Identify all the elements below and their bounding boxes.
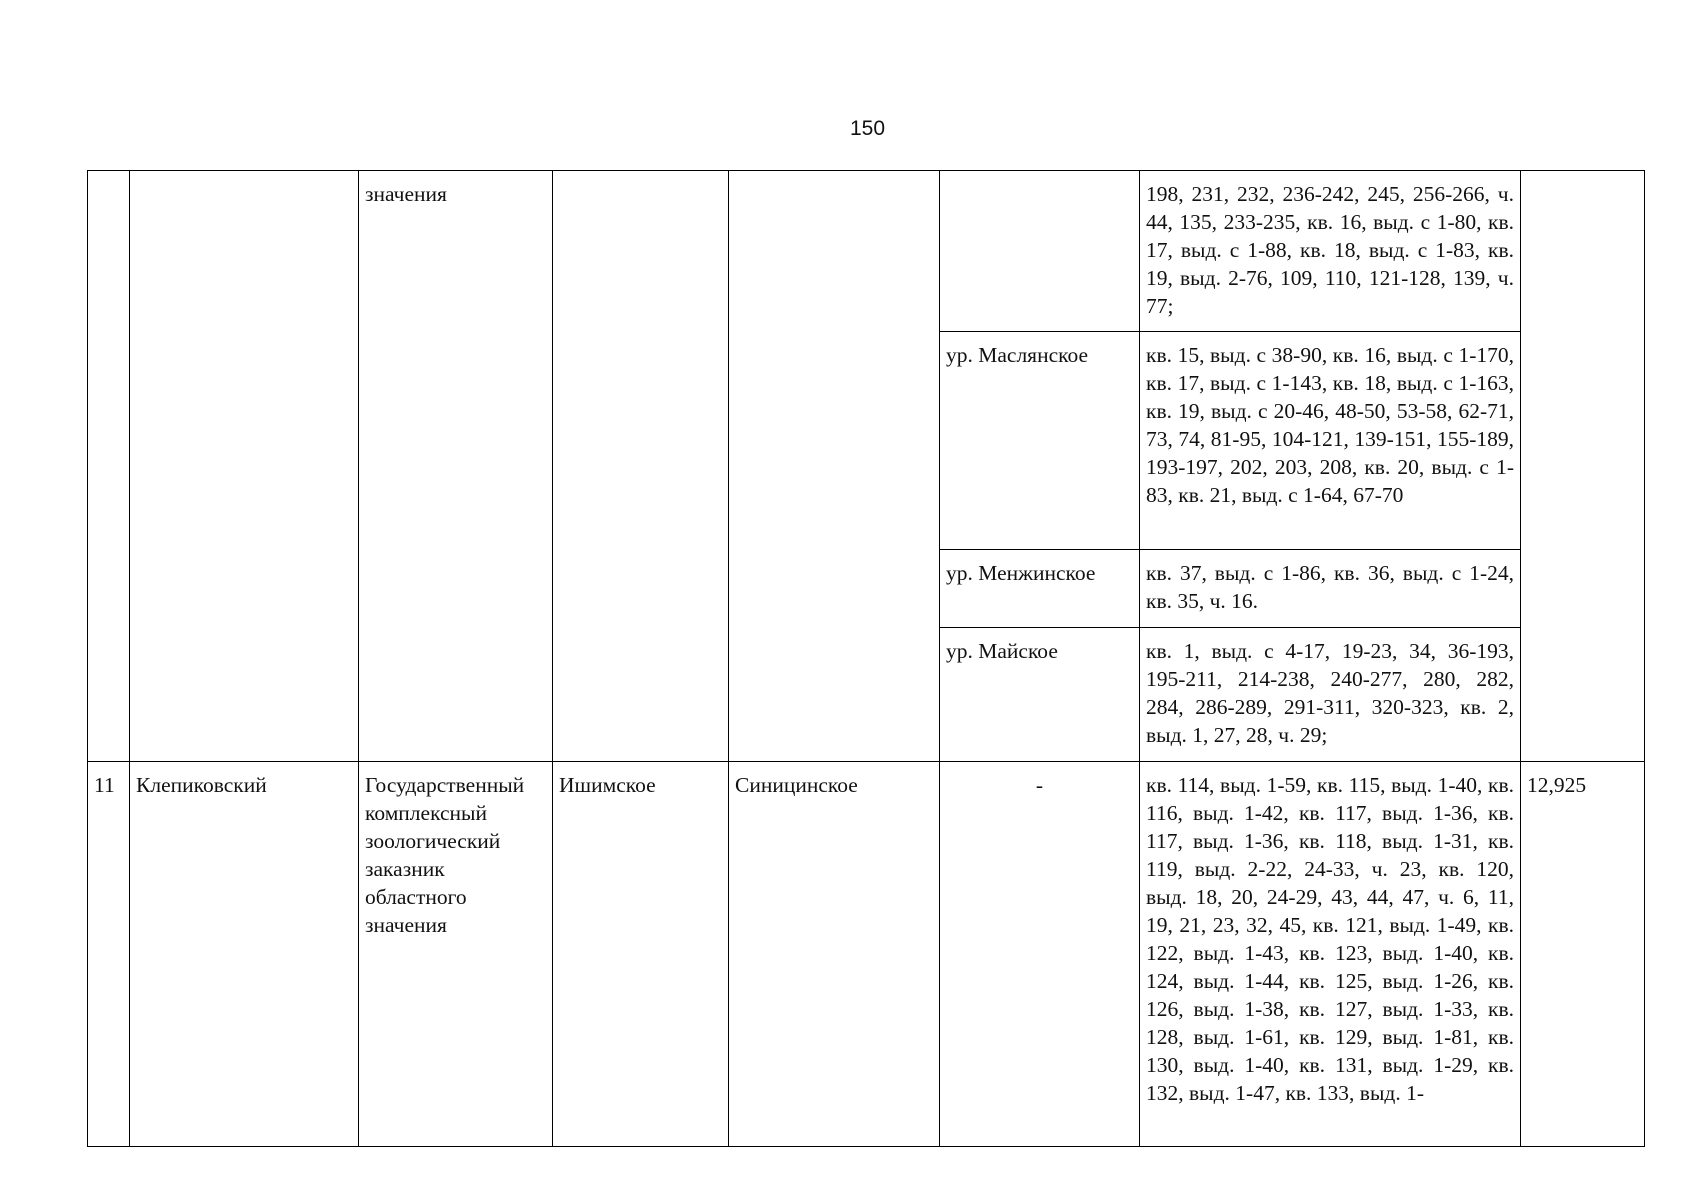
type-line: областного bbox=[365, 885, 467, 909]
cell-quarters: кв. 1, выд. с 4-17, 19-23, 34, 36-193, 195-211, 214-238, 240-277, 280, 282, 284, 286-289, 291-311, 320-323, кв. 2, выд. 1, 27, 28, ч. 29; bbox=[1140, 628, 1521, 762]
cell-type bbox=[359, 762, 553, 1147]
cell-subforestry bbox=[729, 171, 940, 762]
cell-type: значения bbox=[359, 171, 553, 762]
cell-district bbox=[130, 171, 359, 762]
cell-district: Клепиковский bbox=[130, 762, 359, 1147]
cell-quarters: 198, 231, 232, 236-242, 245, 256-266, ч. 44, 135, 233-235, кв. 16, выд. с 1-80, кв. 17, выд. с 1-88, кв. 18, выд. с 1-83, кв. 19, выд. 2-76, 109, 110, 121-128, 139, ч. 77; bbox=[1140, 171, 1521, 332]
type-line: Государственный bbox=[365, 773, 525, 797]
type-line: зоологический bbox=[365, 829, 501, 853]
cell-num: 11 bbox=[88, 762, 130, 1147]
type-line: заказник bbox=[365, 857, 445, 881]
reserve-table bbox=[87, 170, 1645, 1147]
cell-locality: - bbox=[940, 762, 1140, 1147]
cell-quarters: кв. 37, выд. с 1-86, кв. 36, выд. с 1-24, кв. 35, ч. 16. bbox=[1140, 550, 1521, 628]
type-line: значения bbox=[365, 913, 447, 937]
cell-locality bbox=[940, 171, 1140, 332]
cell-locality: ур. Майское bbox=[940, 628, 1140, 762]
cell-num bbox=[88, 171, 130, 762]
cell-quarters: кв. 114, выд. 1-59, кв. 115, выд. 1-40, кв. 116, выд. 1-42, кв. 117, выд. 1-36, кв. 117, выд. 1-36, кв. 118, выд. 1-31, кв. 119, выд. 2-22, 24-33, ч. 23, кв. 120, выд. 18, 20, 24-29, 43, 44, 47, ч. 6, 11, 19, 21, 23, 32, 45, кв. 121, выд. 1-49, кв. 122, выд. 1-43, кв. 123, выд. 1-40, кв. 124, выд. 1-44, кв. 125, выд. 1-26, кв. 126, выд. 1-38, кв. 127, выд. 1-33, кв. 128, выд. 1-61, кв. 129, выд. 1-81, кв. 130, выд. 1-40, кв. 131, выд. 1-29, кв. 132, выд. 1-47, кв. 133, выд. 1- bbox=[1140, 762, 1521, 1147]
type-line: комплексный bbox=[365, 801, 487, 825]
page-number: 150 bbox=[849, 117, 886, 140]
cell-forestry: Ишимское bbox=[553, 762, 729, 1147]
cell-area: 12,925 bbox=[1521, 762, 1645, 1147]
cell-area bbox=[1521, 171, 1645, 762]
cell-subforestry: Синицинское bbox=[729, 762, 940, 1147]
table-row bbox=[88, 171, 1645, 332]
cell-quarters: кв. 15, выд. с 38-90, кв. 16, выд. с 1-170, кв. 17, выд. с 1-143, кв. 18, выд. с 1-163, кв. 19, выд. с 20-46, 48-50, 53-58, 62-71, 73, 74, 81-95, 104-121, 139-151, 155-189, 193-197, 202, 203, 208, кв. 20, выд. с 1-83, кв. 21, выд. с 1-64, 67-70 bbox=[1140, 332, 1521, 550]
cell-forestry bbox=[553, 171, 729, 762]
table-row bbox=[88, 762, 1645, 1147]
cell-locality: ур. Менжинское bbox=[940, 550, 1140, 628]
cell-locality: ур. Маслянское bbox=[940, 332, 1140, 550]
